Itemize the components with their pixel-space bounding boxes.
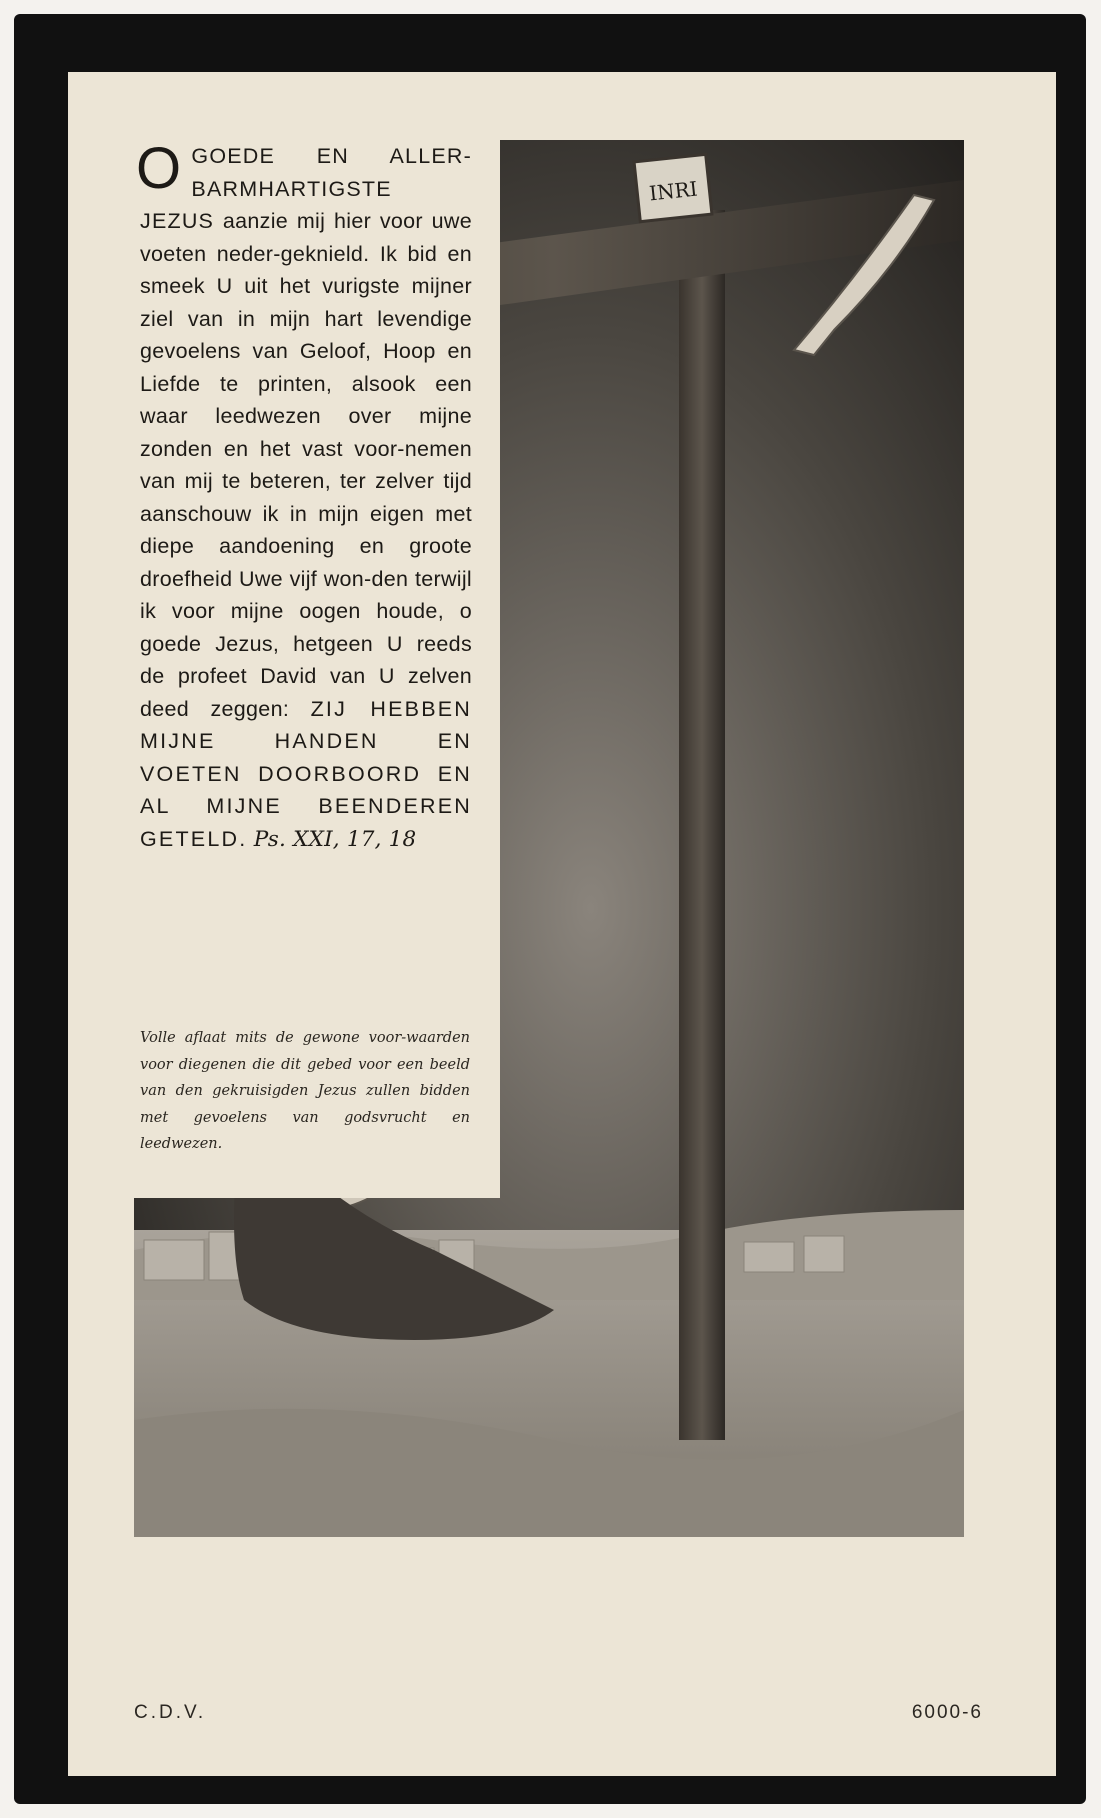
- indulgence-note: Volle aflaat mits de gewone voor-waarden voor diegenen die dit gebed voor een beeld van den gekruisigden Jezus zullen bidden met gevoelens van godsvrucht en leedwezen.: [140, 1030, 470, 1152]
- prayer-text: [136, 136, 473, 856]
- inri-text: INRI: [648, 176, 699, 206]
- cross-upright: [679, 210, 725, 1440]
- drop-cap-initial: O: [136, 136, 182, 201]
- card-number: 6000-6: [911, 1702, 983, 1723]
- scripture-quote: ZIJ HEBBEN MIJNE HANDEN EN VOETEN DOORBOORD EN AL MIJNE BEENDEREN GETELD.: [140, 696, 473, 851]
- scripture-reference: Ps. XXI, 17, 18: [253, 826, 417, 852]
- prayer-opening: GOEDE EN ALLER-BARMHARTIGSTE JEZUS: [140, 144, 472, 233]
- publisher-mark: C.D.V.: [134, 1702, 207, 1723]
- prayer-panel: [134, 136, 500, 1198]
- prayer-body: aanzie mij hier voor uwe voeten neder-geknield. Ik bid en smeek U uit het vurigste mijner ziel van in mijn hart levendige gevoelens van Geloof, Hoop en Liefde te printen, alsook een waar leedwezen over mijne zonden en het vast voor-nemen van mij te beteren, ter zelver tijd aanschouw ik in mijn eigen met diepe aandoening en groote droefheid Uwe vijf won-den terwijl ik voor mijne oogen houde, o goede Jezus, hetgeen U reeds de profeet David van U zelven deed zeggen:: [140, 209, 472, 721]
